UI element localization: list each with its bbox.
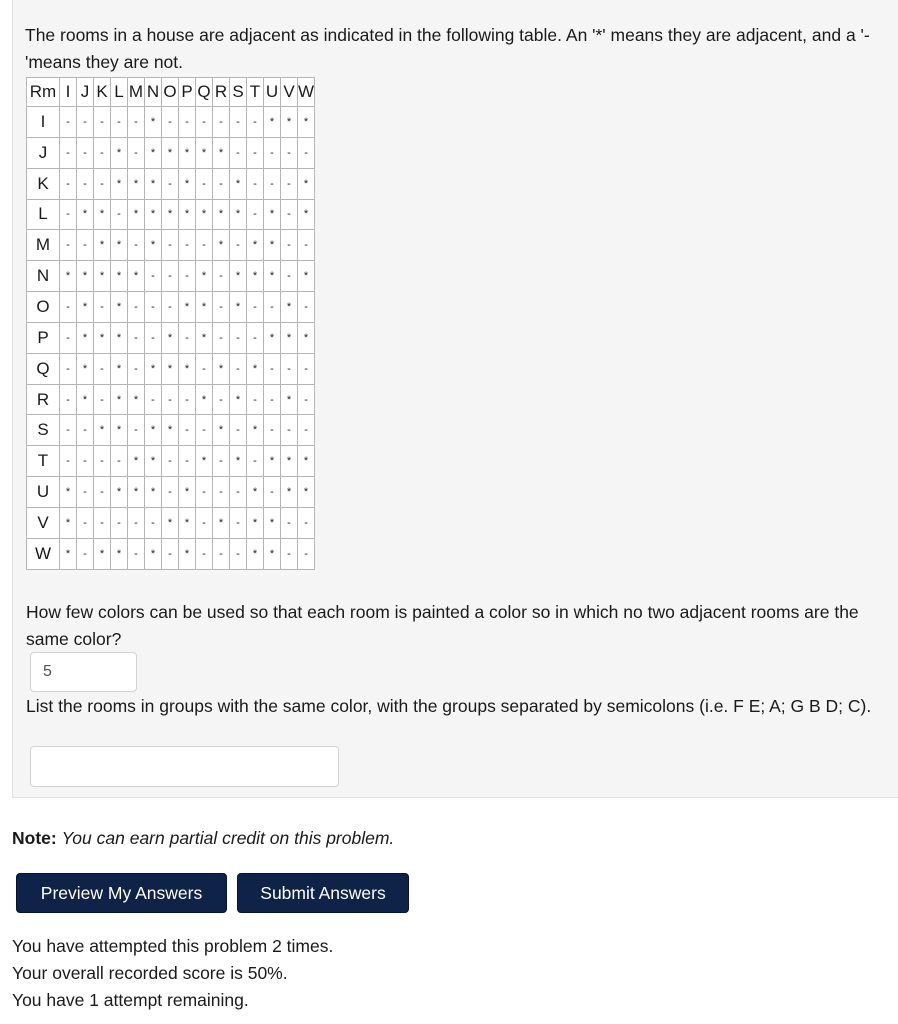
table-row	[27, 353, 315, 384]
adjacency-cell: *	[298, 477, 315, 508]
adjacency-cell: -	[247, 384, 264, 415]
table-row	[27, 384, 315, 415]
adjacency-cell: *	[298, 107, 315, 138]
adjacency-cell: *	[230, 384, 247, 415]
adjacency-cell: -	[281, 353, 298, 384]
adjacency-cell: *	[111, 137, 128, 168]
adjacency-cell: *	[213, 353, 230, 384]
table-row	[27, 322, 315, 353]
column-header-j: J	[77, 78, 94, 107]
adjacency-cell: -	[60, 168, 77, 199]
adjacency-cell: -	[94, 384, 111, 415]
column-header-p: P	[179, 78, 196, 107]
table-row	[27, 137, 315, 168]
adjacency-cell: *	[230, 261, 247, 292]
adjacency-cell: -	[281, 230, 298, 261]
adjacency-cell: *	[60, 538, 77, 569]
adjacency-cell: *	[94, 261, 111, 292]
attempts-text: You have attempted this problem 2 times.	[12, 936, 334, 956]
adjacency-cell: -	[94, 168, 111, 199]
adjacency-cell: *	[281, 322, 298, 353]
remaining-text: You have 1 attempt remaining.	[12, 990, 249, 1010]
row-header-t: T	[27, 446, 60, 477]
adjacency-cell: -	[230, 322, 247, 353]
adjacency-cell: -	[298, 137, 315, 168]
adjacency-cell: *	[247, 230, 264, 261]
adjacency-cell: *	[77, 261, 94, 292]
adjacency-cell: *	[264, 261, 281, 292]
adjacency-cell: -	[94, 353, 111, 384]
adjacency-cell: -	[94, 446, 111, 477]
adjacency-cell: *	[128, 384, 145, 415]
adjacency-cell: -	[77, 477, 94, 508]
question-min-colors: How few colors can be used so that each room is painted a color so in which no two adjacent rooms are the same color?	[26, 602, 859, 649]
adjacency-cell: -	[179, 446, 196, 477]
adjacency-cell: *	[264, 107, 281, 138]
column-header-s: S	[230, 78, 247, 107]
adjacency-cell: *	[179, 507, 196, 538]
adjacency-cell: -	[247, 322, 264, 353]
adjacency-cell: *	[264, 507, 281, 538]
adjacency-cell: -	[281, 415, 298, 446]
adjacency-cell: -	[230, 538, 247, 569]
adjacency-cell: *	[247, 477, 264, 508]
adjacency-cell: -	[247, 199, 264, 230]
row-header-m: M	[27, 230, 60, 261]
adjacency-cell: -	[264, 137, 281, 168]
row-header-u: U	[27, 477, 60, 508]
preview-answers-button[interactable]: Preview My Answers	[16, 873, 227, 913]
adjacency-cell: *	[281, 384, 298, 415]
adjacency-cell: *	[179, 199, 196, 230]
adjacency-cell: *	[77, 322, 94, 353]
adjacency-cell: -	[213, 168, 230, 199]
adjacency-cell: *	[281, 107, 298, 138]
adjacency-cell: -	[111, 199, 128, 230]
column-header-k: K	[94, 78, 111, 107]
adjacency-cell: -	[111, 507, 128, 538]
adjacency-cell: *	[111, 322, 128, 353]
adjacency-cell: *	[230, 199, 247, 230]
adjacency-cell: *	[145, 168, 162, 199]
adjacency-cell: -	[281, 261, 298, 292]
adjacency-cell: -	[162, 168, 179, 199]
column-header-q: Q	[196, 78, 213, 107]
adjacency-cell: *	[298, 199, 315, 230]
table-row	[27, 168, 315, 199]
adjacency-cell: -	[128, 292, 145, 323]
adjacency-cell: *	[264, 230, 281, 261]
adjacency-cell: -	[162, 538, 179, 569]
adjacency-cell: -	[298, 538, 315, 569]
adjacency-cell: -	[298, 507, 315, 538]
adjacency-cell: *	[145, 230, 162, 261]
adjacency-cell: -	[128, 107, 145, 138]
adjacency-cell: *	[111, 384, 128, 415]
row-header-l: L	[27, 199, 60, 230]
row-header-k: K	[27, 168, 60, 199]
adjacency-cell: -	[128, 230, 145, 261]
adjacency-cell: -	[60, 199, 77, 230]
column-header-t: T	[247, 78, 264, 107]
table-row	[27, 538, 315, 569]
adjacency-cell: *	[77, 199, 94, 230]
adjacency-cell: -	[77, 107, 94, 138]
adjacency-cell: *	[77, 292, 94, 323]
adjacency-cell: -	[230, 230, 247, 261]
adjacency-cell: *	[111, 292, 128, 323]
table-header-row	[27, 78, 315, 107]
adjacency-cell: *	[247, 507, 264, 538]
adjacency-cell: -	[298, 292, 315, 323]
adjacency-cell: -	[60, 107, 77, 138]
column-header-v: V	[281, 78, 298, 107]
table-row	[27, 199, 315, 230]
column-header-m: M	[128, 78, 145, 107]
adjacency-cell: -	[196, 507, 213, 538]
adjacency-cell: -	[230, 415, 247, 446]
adjacency-cell: -	[128, 415, 145, 446]
adjacency-cell: *	[196, 384, 213, 415]
adjacency-cell: *	[298, 168, 315, 199]
adjacency-cell: *	[179, 137, 196, 168]
adjacency-cell: -	[264, 168, 281, 199]
adjacency-cell: *	[60, 507, 77, 538]
adjacency-cell: *	[179, 168, 196, 199]
adjacency-cell: -	[162, 230, 179, 261]
adjacency-cell: -	[60, 322, 77, 353]
adjacency-cell: -	[60, 230, 77, 261]
adjacency-cell: -	[230, 507, 247, 538]
adjacency-cell: -	[128, 322, 145, 353]
adjacency-cell: *	[60, 477, 77, 508]
table-row	[27, 446, 315, 477]
row-header-o: O	[27, 292, 60, 323]
adjacency-cell: -	[298, 384, 315, 415]
adjacency-cell: -	[77, 507, 94, 538]
adjacency-cell: -	[77, 137, 94, 168]
adjacency-cell: *	[247, 353, 264, 384]
adjacency-cell: -	[298, 415, 315, 446]
adjacency-cell: *	[264, 446, 281, 477]
adjacency-cell: -	[247, 168, 264, 199]
answer-groups-input[interactable]	[30, 746, 339, 787]
adjacency-cell: *	[128, 168, 145, 199]
adjacency-cell: -	[60, 137, 77, 168]
adjacency-cell: -	[77, 230, 94, 261]
adjacency-cell: *	[179, 477, 196, 508]
adjacency-cell: *	[94, 230, 111, 261]
adjacency-cell: -	[196, 538, 213, 569]
adjacency-cell: -	[213, 107, 230, 138]
adjacency-cell: -	[281, 538, 298, 569]
adjacency-cell: -	[247, 292, 264, 323]
adjacency-cell: -	[128, 353, 145, 384]
adjacency-cell: *	[145, 137, 162, 168]
adjacency-cell: -	[60, 415, 77, 446]
row-header-j: J	[27, 137, 60, 168]
table-row	[27, 230, 315, 261]
adjacency-cell: *	[213, 137, 230, 168]
adjacency-cell: *	[298, 261, 315, 292]
adjacency-cell: -	[128, 137, 145, 168]
adjacency-cell: -	[281, 168, 298, 199]
partial-credit-note	[12, 828, 394, 849]
adjacency-cell: *	[77, 353, 94, 384]
adjacency-cell: -	[230, 353, 247, 384]
adjacency-cell: *	[230, 168, 247, 199]
note-text: You can earn partial credit on this problem.	[61, 828, 395, 848]
column-header-o: O	[162, 78, 179, 107]
adjacency-cell: -	[145, 507, 162, 538]
adjacency-cell: *	[145, 538, 162, 569]
adjacency-cell: *	[213, 507, 230, 538]
adjacency-cell: *	[145, 446, 162, 477]
adjacency-cell: *	[94, 199, 111, 230]
adjacency-cell: -	[179, 230, 196, 261]
adjacency-cell: -	[60, 446, 77, 477]
adjacency-cell: -	[264, 292, 281, 323]
adjacency-cell: *	[111, 415, 128, 446]
adjacency-cell: *	[247, 261, 264, 292]
row-header-w: W	[27, 538, 60, 569]
adjacency-cell: *	[128, 261, 145, 292]
adjacency-cell: -	[145, 322, 162, 353]
adjacency-cell: *	[213, 415, 230, 446]
row-header-n: N	[27, 261, 60, 292]
adjacency-cell: *	[111, 168, 128, 199]
adjacency-cell: -	[94, 507, 111, 538]
adjacency-cell: -	[196, 230, 213, 261]
row-header-i: I	[27, 107, 60, 138]
table-row	[27, 415, 315, 446]
row-header-s: S	[27, 415, 60, 446]
column-header-i: I	[60, 78, 77, 107]
adjacency-cell: -	[179, 415, 196, 446]
answer-colors-input[interactable]	[30, 652, 137, 692]
adjacency-cell: *	[196, 199, 213, 230]
adjacency-cell: -	[162, 292, 179, 323]
adjacency-cell: -	[230, 137, 247, 168]
column-header-u: U	[264, 78, 281, 107]
adjacency-cell: -	[247, 107, 264, 138]
adjacency-cell: *	[162, 199, 179, 230]
adjacency-cell: -	[213, 261, 230, 292]
table-row	[27, 292, 315, 323]
adjacency-cell: -	[196, 477, 213, 508]
adjacency-cell: *	[179, 538, 196, 569]
adjacency-cell: -	[247, 137, 264, 168]
table-row	[27, 477, 315, 508]
row-header-v: V	[27, 507, 60, 538]
adjacency-cell: *	[196, 446, 213, 477]
adjacency-cell: -	[196, 107, 213, 138]
adjacency-cell: -	[213, 446, 230, 477]
adjacency-cell: -	[111, 107, 128, 138]
adjacency-cell: *	[145, 107, 162, 138]
adjacency-cell: -	[111, 446, 128, 477]
row-header-p: P	[27, 322, 60, 353]
adjacency-cell: -	[94, 107, 111, 138]
adjacency-cell: *	[111, 538, 128, 569]
adjacency-cell: -	[179, 322, 196, 353]
adjacency-cell: *	[230, 446, 247, 477]
adjacency-cell: *	[128, 477, 145, 508]
adjacency-cell: *	[162, 322, 179, 353]
adjacency-cell: *	[60, 261, 77, 292]
adjacency-cell: -	[196, 168, 213, 199]
attempt-status	[12, 933, 333, 1014]
adjacency-cell: -	[60, 384, 77, 415]
adjacency-cell: *	[94, 415, 111, 446]
adjacency-cell: *	[111, 261, 128, 292]
adjacency-cell: -	[264, 477, 281, 508]
adjacency-cell: -	[247, 446, 264, 477]
adjacency-cell: -	[145, 384, 162, 415]
adjacency-cell: -	[162, 477, 179, 508]
score-text: Your overall recorded score is 50%.	[12, 963, 288, 983]
adjacency-cell: *	[264, 199, 281, 230]
adjacency-cell: *	[179, 292, 196, 323]
adjacency-cell: *	[162, 353, 179, 384]
adjacency-cell: -	[213, 322, 230, 353]
adjacency-cell: *	[247, 538, 264, 569]
adjacency-cell: *	[281, 292, 298, 323]
table-corner-header: Rm	[27, 78, 60, 107]
column-header-w: W	[298, 78, 315, 107]
adjacency-cell: *	[247, 415, 264, 446]
adjacency-cell: -	[128, 507, 145, 538]
adjacency-cell: *	[111, 230, 128, 261]
adjacency-cell: -	[179, 384, 196, 415]
adjacency-cell: *	[77, 384, 94, 415]
question-color-groups: List the rooms in groups with the same color, with the groups separated by semicolons (i.e. F E; A; G B D; C).	[26, 696, 872, 716]
adjacency-cell: -	[179, 107, 196, 138]
table-body	[27, 107, 315, 570]
adjacency-cell: *	[298, 322, 315, 353]
adjacency-cell: -	[94, 477, 111, 508]
adjacency-cell: *	[162, 415, 179, 446]
adjacency-cell: -	[196, 415, 213, 446]
adjacency-cell: -	[162, 261, 179, 292]
column-header-n: N	[145, 78, 162, 107]
adjacency-cell: -	[162, 384, 179, 415]
adjacency-cell: -	[298, 230, 315, 261]
adjacency-cell: -	[77, 538, 94, 569]
column-header-l: L	[111, 78, 128, 107]
adjacency-cell: *	[213, 199, 230, 230]
adjacency-cell: -	[77, 415, 94, 446]
adjacency-cell: -	[298, 353, 315, 384]
adjacency-cell: -	[213, 292, 230, 323]
adjacency-cell: *	[145, 353, 162, 384]
adjacency-cell: *	[196, 261, 213, 292]
adjacency-cell: -	[162, 446, 179, 477]
adjacency-table	[26, 77, 315, 570]
adjacency-cell: *	[94, 538, 111, 569]
adjacency-cell: -	[162, 107, 179, 138]
adjacency-cell: *	[145, 477, 162, 508]
adjacency-cell: -	[264, 415, 281, 446]
adjacency-cell: *	[264, 538, 281, 569]
adjacency-cell: -	[145, 261, 162, 292]
adjacency-cell: *	[94, 322, 111, 353]
adjacency-cell: *	[281, 477, 298, 508]
adjacency-cell: *	[196, 292, 213, 323]
submit-answers-button[interactable]: Submit Answers	[237, 873, 409, 913]
row-header-r: R	[27, 384, 60, 415]
adjacency-cell: -	[281, 137, 298, 168]
adjacency-cell: *	[264, 322, 281, 353]
adjacency-cell: -	[94, 137, 111, 168]
table-row	[27, 507, 315, 538]
adjacency-cell: -	[145, 292, 162, 323]
adjacency-cell: -	[230, 477, 247, 508]
adjacency-cell: *	[281, 446, 298, 477]
adjacency-cell: -	[60, 292, 77, 323]
adjacency-cell: -	[179, 261, 196, 292]
adjacency-cell: -	[196, 353, 213, 384]
adjacency-cell: *	[128, 446, 145, 477]
adjacency-cell: *	[145, 415, 162, 446]
adjacency-cell: *	[298, 446, 315, 477]
adjacency-cell: -	[213, 538, 230, 569]
adjacency-cell: *	[111, 353, 128, 384]
adjacency-cell: -	[230, 107, 247, 138]
adjacency-cell: -	[264, 353, 281, 384]
row-header-q: Q	[27, 353, 60, 384]
adjacency-cell: -	[94, 292, 111, 323]
adjacency-cell: *	[111, 477, 128, 508]
adjacency-cell: *	[230, 292, 247, 323]
table-row	[27, 261, 315, 292]
table-row	[27, 107, 315, 138]
column-header-r: R	[213, 78, 230, 107]
adjacency-cell: -	[213, 384, 230, 415]
adjacency-cell: *	[162, 507, 179, 538]
adjacency-cell: *	[128, 199, 145, 230]
adjacency-cell: -	[77, 168, 94, 199]
adjacency-cell: *	[196, 322, 213, 353]
adjacency-cell: -	[281, 199, 298, 230]
adjacency-cell: -	[281, 507, 298, 538]
adjacency-cell: -	[264, 384, 281, 415]
adjacency-cell: *	[162, 137, 179, 168]
adjacency-cell: *	[196, 137, 213, 168]
adjacency-cell: -	[77, 446, 94, 477]
adjacency-cell: *	[213, 230, 230, 261]
note-label: Note:	[12, 828, 57, 848]
adjacency-cell: *	[179, 353, 196, 384]
problem-intro: The rooms in a house are adjacent as indicated in the following table. An '*' means they are adjacent, and a '-'means they are not.	[25, 25, 870, 72]
adjacency-cell: -	[213, 477, 230, 508]
adjacency-cell: *	[145, 199, 162, 230]
adjacency-cell: -	[128, 538, 145, 569]
adjacency-cell: -	[60, 353, 77, 384]
